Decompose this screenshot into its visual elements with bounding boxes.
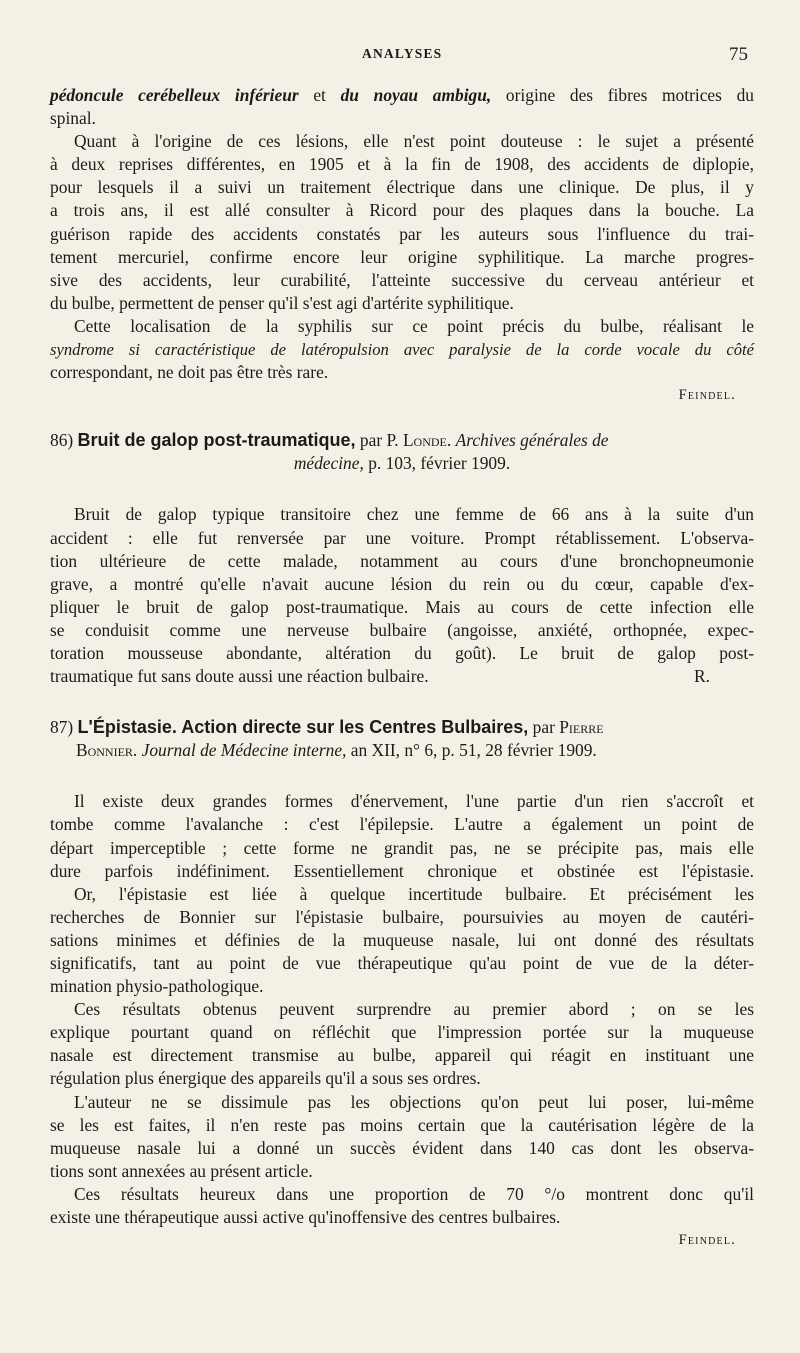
text-line: tions sont annexées au présent article. — [50, 1160, 313, 1181]
article-number: 86) — [50, 430, 74, 451]
reference-detail: p. 103, février 1909. — [368, 453, 511, 474]
journal-name-cont: médecine, — [293, 453, 364, 474]
journal-name: Journal de Médecine interne, — [141, 740, 347, 761]
article-reference — [50, 452, 754, 475]
text-line: guérison rapide des accidents constatés par les auteurs sous l'influence du trai- — [50, 223, 754, 244]
text-line: L'auteur ne se dissimule pas les objections qu'on peut lui poser, lui-même — [74, 1091, 754, 1112]
article-number: 87) — [50, 717, 74, 738]
signature: Feindel. — [678, 387, 736, 404]
text-line — [50, 665, 754, 688]
text-line: grave, a montré qu'elle n'avait aucune lésion du rein ou du cœur, capable d'ex- — [50, 573, 754, 594]
text-line: régulation plus énergique des appareils qu'il a sous ses ordres. — [50, 1068, 481, 1089]
author-first-name: Pierre — [559, 717, 604, 738]
article-title: Bruit de galop post-traumatique, — [77, 430, 356, 451]
text-line: tement mercuriel, confirme encore leur origine syphilitique. La marche progres- — [50, 246, 754, 267]
text-line: mination physio-pathologique. — [50, 976, 264, 997]
article-title: L'Épistasie. Action directe sur les Centres Bulbaires, — [77, 717, 529, 738]
text-line: à deux reprises différentes, en 1905 et à la fin de 1908, des accidents de diplopie, — [50, 154, 754, 175]
text-line: muqueuse nasale lui a donné un succès évident dans 140 cas dont les observa- — [50, 1137, 754, 1158]
body-text — [50, 84, 754, 1252]
author-name: Londe. — [402, 430, 452, 451]
text-line: se les est faites, il n'en reste pas moins certain que la cautérisation légère de la — [50, 1114, 754, 1135]
running-head — [0, 44, 800, 68]
intro-section — [50, 84, 754, 407]
text-line: du bulbe, permettent de penser qu'il s'est agi d'artérite syphilitique. — [50, 292, 514, 313]
signature: Feindel. — [678, 1232, 736, 1249]
text-line: Quant à l'origine de ces lésions, elle n'est point douteuse : le sujet a présenté — [74, 131, 754, 152]
text-line: tombe comme l'avalanche : c'est l'épilepsie. L'autre a également un point de — [50, 814, 754, 835]
article-86 — [50, 429, 754, 688]
text-line: syndrome si caractéristique de latéropulsion avec paralysie de la corde vocale du côté — [50, 340, 754, 360]
line-text: traumatique fut sans doute aussi une réaction bulbaire. — [50, 666, 429, 687]
text-line: spinal. — [50, 108, 96, 129]
signature: R. — [694, 666, 710, 687]
text-line: départ imperceptible ; cette forme ne grandit pas, ne se précipite pas, mais elle — [50, 837, 754, 858]
text-line: Cette localisation de la syphilis sur ce point précis du bulbe, réalisant le — [74, 315, 754, 336]
text-line: nasale est directement transmise au bulbe, appareil qui réagit en instituant une — [50, 1045, 754, 1066]
text-line: Ces résultats obtenus peuvent surprendre au premier abord ; on se les — [74, 999, 754, 1020]
text-line: sations minimes et définies de la muqueuse nasale, lui ont donné des résultats — [50, 929, 754, 950]
page-number: 75 — [729, 44, 748, 65]
text-line: dure parfois indéfiniment. Essentiellement chronique et obstinée est l'épistasie. — [50, 860, 754, 881]
text-line: a trois ans, il est allé consulter à Ricord pour des plaques dans la bouche. La — [50, 200, 754, 221]
article-heading — [50, 716, 754, 739]
article-reference — [50, 739, 754, 762]
italic-phrase: du noyau ambigu, — [340, 85, 492, 105]
text-line: se conduisit comme une nerveuse bulbaire (angoisse, anxiété, orthopnée, expec- — [50, 619, 754, 640]
text-line: significatifs, tant au point de vue thérapeutique qu'au point de vue de la déter- — [50, 953, 754, 973]
text-line: pédoncule cerébelleux inférieur et du noyau ambigu, origine des fibres motrices du — [50, 85, 754, 105]
text-line: existe une thérapeutique aussi active qu'inoffensive des centres bulbaires. — [50, 1207, 561, 1228]
text-line: Or, l'épistasie est liée à quelque incertitude bulbaire. Et précisément les — [74, 883, 754, 904]
text-line: pour lesquels il a suivi un traitement électrique dans une clinique. De plus, il y — [50, 177, 754, 198]
running-title: ANALYSES — [362, 46, 443, 61]
text-line: sive des accidents, leur curabilité, l'atteinte successive du cerveau antérieur et — [50, 269, 754, 290]
text-line: correspondant, ne doit pas être très rare. — [50, 362, 329, 383]
text-line: toration mousseuse abondante, altération du goût). Le bruit de galop post- — [50, 642, 754, 663]
text-line: explique pourtant quand on réfléchit que l'impression portée sur la muqueuse — [50, 1022, 754, 1043]
text-line: Bruit de galop typique transitoire chez une femme de 66 ans à la suite d'un — [74, 504, 754, 525]
journal-name: Archives générales de — [455, 430, 609, 451]
text-line: tion ultérieure de cette malade, notamment au cours d'une bronchopneumonie — [50, 550, 754, 571]
article-87 — [50, 716, 754, 1252]
text-line: pliquer le bruit de galop post-traumatique. Mais au cours de cette infection elle — [50, 596, 754, 617]
reference-detail: an XII, n° 6, p. 51, 28 février 1909. — [350, 740, 597, 761]
italic-phrase: pédoncule cerébelleux inférieur — [50, 85, 299, 105]
byline-prefix: par — [532, 717, 555, 738]
byline-prefix: par P. — [359, 430, 399, 451]
text-line: Il existe deux grandes formes d'énervement, l'une partie d'un rien s'accroît et — [74, 791, 754, 812]
article-heading — [50, 429, 754, 452]
text-line: Ces résultats heureux dans une proportion de 70 °/o montrent donc qu'il — [74, 1183, 754, 1204]
author-last-name: Bonnier. — [76, 740, 138, 761]
text-line: accident : elle fut renversée par une voiture. Prompt rétablissement. L'observa- — [50, 527, 754, 548]
text-line: recherches de Bonnier sur l'épistasie bulbaire, poursuivies au moyen de cautéri- — [50, 906, 754, 927]
